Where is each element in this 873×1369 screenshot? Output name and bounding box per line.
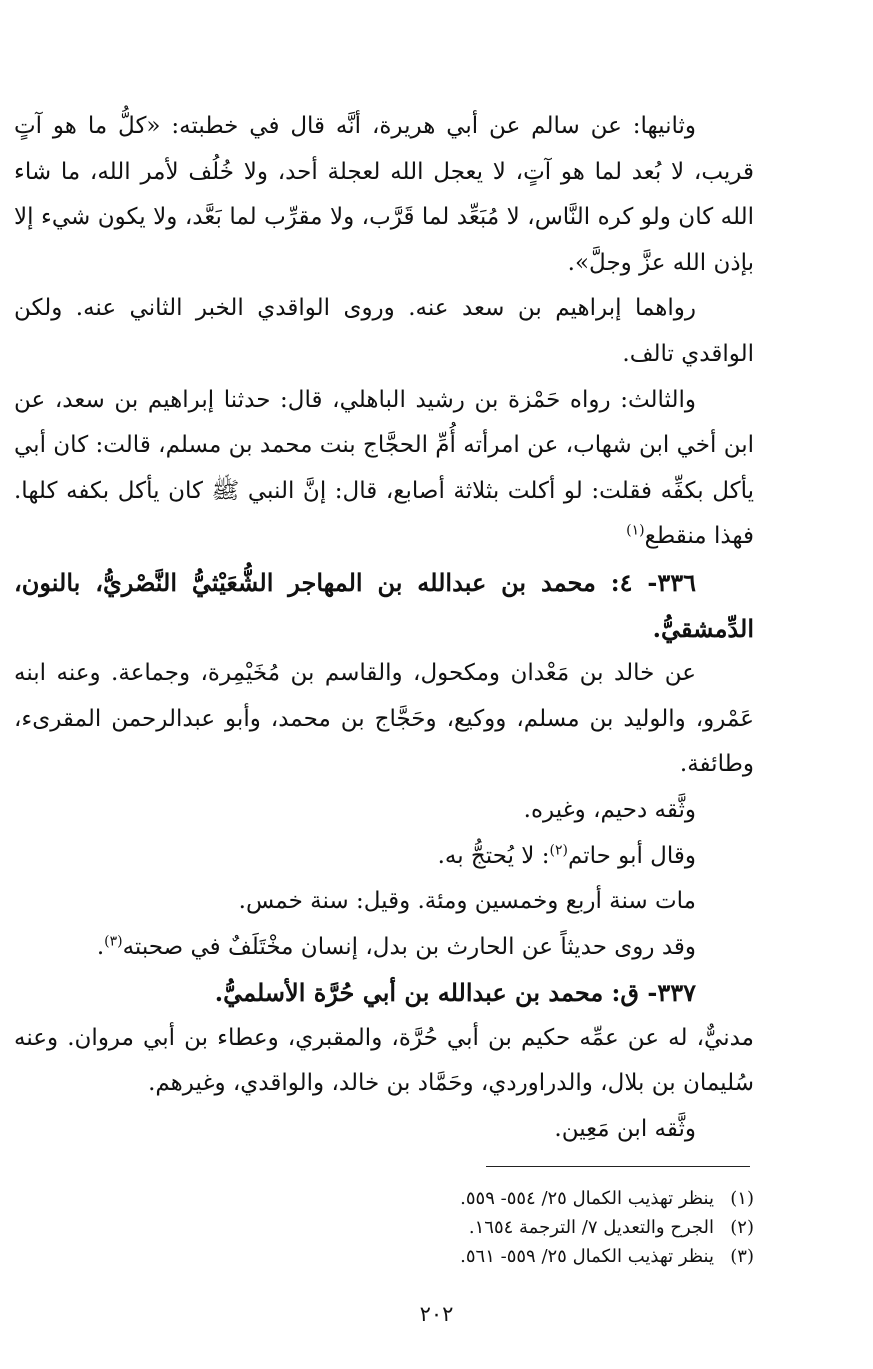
footnote-item (110, 1184, 754, 1213)
paragraph-hadith-note (14, 925, 754, 971)
footnotes (110, 1184, 754, 1271)
footnote-divider (486, 1166, 750, 1167)
main-text (14, 104, 754, 1153)
footnote-text: الجرح والتعديل ٧/ الترجمة ١٦٥٤. (468, 1217, 714, 1238)
page-number: ٢٠٢ (419, 1302, 454, 1326)
paragraph-madani: مدنيٌّ، له عن عمِّه حكيم بن أبي حُرَّة، والمقبري، وعطاء بن أبي مروان. وعنه سُليمان بن بلال، والدراوردي، وحَمَّاد بن خالد، والواقدي، وغيرهم. (14, 1024, 754, 1097)
paragraph-tawthiq: وثَّقه دحيم، وغيره. (523, 796, 696, 823)
footnote-number: (٢) (730, 1217, 754, 1238)
footnote-ref-2: (٢) (549, 841, 568, 858)
paragraph-third-narration (14, 378, 754, 560)
entry-heading-336: ٣٣٦- ٤: محمد بن عبدالله بن المهاجر الشُّعَيْثيُّ النَّصْريُّ، بالنون، الدِّمشقيُّ. (14, 567, 754, 643)
paragraph-abu-hatim (14, 834, 754, 880)
footnote-item (110, 1242, 754, 1271)
paragraph-teachers-students: عن خالد بن مَعْدان ومكحول، والقاسم بن مُخَيْمِرة، وجماعة. وعنه ابنه عَمْرو، والوليد بن مسلم، ووكيع، وحَجَّاج بن محمد، وأبو عبدالرحمن المقرىء، وطائفة. (14, 660, 754, 778)
footnote-text: ينظر تهذيب الكمال ٢٥/ ٥٥٤- ٥٥٩. (460, 1188, 714, 1209)
abu-hatim-verdict: : لا يُحتجُّ به. (437, 842, 550, 869)
footnote-text: ينظر تهذيب الكمال ٢٥/ ٥٥٩- ٥٦١. (460, 1246, 714, 1267)
paragraph-third-text: والثالث: رواه حَمْزة بن رشيد الباهلي، قال: حدثنا إبراهيم بن سعد، عن ابن أخي ابن شهاب، عن امرأته أُمِّ الحجَّاج بنت محمد بن مسلم، قالت: كان أبي يأكل بكفِّه فقلت: لو أكلت بثلاثة أصابع، قال: إنَّ النبي ﷺ كان يأكل بكفه كلها. فهذا منقطع (14, 386, 754, 550)
footnote-item (110, 1213, 754, 1242)
footnote-ref-3: (٣) (104, 933, 123, 950)
footnote-number: (١) (730, 1188, 754, 1209)
paragraph-second-narration: وثانيها: عن سالم عن أبي هريرة، أنَّه قال في خطبته: «كلُّ ما هو آتٍ قريب، لا بُعد لما هو آتٍ، لا يعجل الله لعجلة أحد، ولا خُلُف لأمر الله، ما شاء الله كان ولو كره النَّاس، لا مُبَعِّد لما قَرَّب، ولا مقرِّب لما بَعَّد، ولا يكون شيء إلا بإذن الله عزَّ وجلَّ». (14, 113, 754, 276)
paragraph-narrators: رواهما إبراهيم بن سعد عنه. وروى الواقدي الخبر الثاني عنه. ولكن الواقدي تالف. (14, 295, 754, 367)
paragraph-death-date: مات سنة أربع وخمسين ومئة. وقيل: سنة خمس. (238, 888, 696, 915)
entry-heading-337: ٣٣٧- ق: محمد بن عبدالله بن أبي حُرَّة الأسلميُّ. (214, 978, 696, 1008)
footnote-ref-1: (١) (626, 522, 645, 539)
hadith-note-end: . (96, 933, 105, 960)
hadith-note-text: وقد روى حديثاً عن الحارث بن بدل، إنسان مخْتَلَفٌ في صحبته (122, 933, 696, 960)
footnote-number: (٣) (730, 1246, 754, 1267)
abu-hatim-lead: وقال أبو حاتم (567, 842, 696, 869)
paragraph-ibn-main: وثَّقه ابن مَعِين. (554, 1116, 696, 1143)
